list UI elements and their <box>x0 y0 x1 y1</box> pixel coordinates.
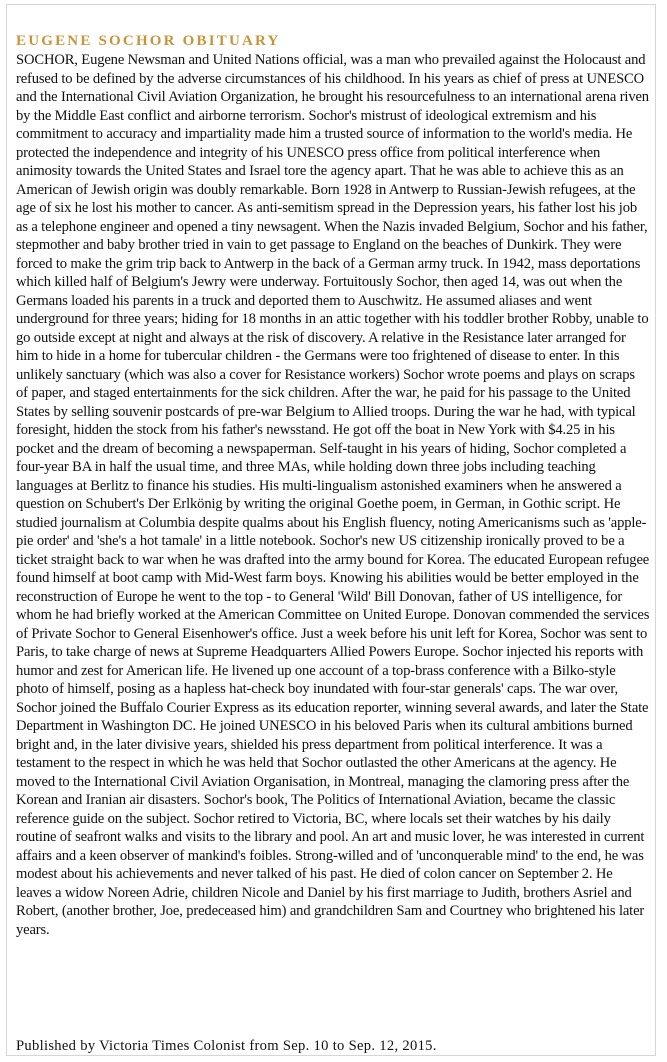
obituary-title: EUGENE SOCHOR OBITUARY <box>16 33 281 49</box>
obituary-body: SOCHOR, Eugene Newsman and United Nations official, was a man who prevailed against the Holocaust and refused to be defined by the adverse circumstances of his childhood. In his years as chief of press at UNESCO and the International Civil Aviation Organization, he brought his resourcefulness to an international arena riven by the Middle East conflict and airborne terrorism. Sochor's mistrust of ideological extremism and his commitment to accuracy and impartiality made him a trusted source of information to the world's media. He protected the independence and integrity of his UNESCO press office from political interference when animosity towards the United States and Israel tore the agency apart. That he was able to achieve this as an American of Jewish origin was doubly remarkable. Born 1928 in Antwerp to Russian-Jewish refugees, at the age of six he lost his mother to cancer. As anti-semitism spread in the Depression years, his father lost his job as a telephone engineer and opened a tiny newsagent. When the Nazis invaded Belgium, Sochor and his father, stepmother and baby brother tried in vain to get passage to England on the beaches of Dunkirk. They were forced to make the grim trip back to Antwerp in the back of a German army truck. In 1942, mass deportations which killed half of Belgium's Jewry were underway. Fortuitously Sochor, then aged 14, was out when the Germans loaded his parents in a truck and deported them to Auschwitz. He assumed aliases and went underground for three years; hiding for 18 months in an attic together with his toddler brother Robby, unable to go outside except at night and always at the risk of discovery. A relative in the Resistance later arranged for him to hide in a home for tubercular children - the Germans were too frightened of disease to enter. In this unlikely sanctuary (which was also a cover for Resistance workers) Sochor wrote poems and plays on scraps of paper, and staged entertainments for the sick children. After the war, he paid for his passage to the United States by selling souvenir postcards of pre-war Belgium to Allied troops. During the war he had, with typical foresight, hidden the stock from his father's newsstand. He got off the boat in New York with $4.25 in his pocket and the dream of becoming a newspaperman. Self-taught in his years of hiding, Sochor completed a four-year BA in half the usual time, and three MAs, while holding down three jobs including teaching languages at Berlitz to finance his studies. His multi-lingualism astonished examiners when he answered a question on Schubert's Der Erlkönig by writing the original Goethe poem, in German, in Gothic script. He studied journalism at Columbia despite qualms about his English fluency, noting Americanisms such as 'apple-pie order' and 'she's a hot tamale' in a little notebook. Sochor's new US citizenship ironically proved to be a ticket straight back to war when he was drafted into the army bound for Korea. The educated European refugee found himself at boot camp with Mid-West farm boys. Knowing his abilities would be better employed in the reconstruction of Europe he went to the top - to General 'Wild' Bill Donovan, father of US intelligence, for whom he had briefly worked at the American Committee on United Europe. Donovan commended the services of Private Sochor to General Eisenhower's office. Just a week before his unit left for Korea, Sochor was sent to Paris, to take charge of news at Supreme Headquarters Allied Powers Europe. Sochor injected his reports with humor and zest for American life. He livened up one account of a top-brass conference with a Bilko-style photo of himself, posing as a hapless hat-check boy inundated with four-star generals' caps. The war over, Sochor joined the Buffalo Courier Express as its education reporter, winning several awards, and later the State Department in Washington DC. He joined UNESCO in his beloved Paris when its cultural ambitions burned bright and, in the later divisive years, shielded his press department from political interference. It was a testament to the respect in which he was held that Sochor outlasted the other Americans at the agency. He moved to the International Civil Aviation Organisation, in Montreal, managing the clamoring press after the Korean and Iranian air disasters. Sochor's book, The Politics of International Aviation, became the classic reference guide on the subject. Sochor retired to Victoria, BC, where locals set their watches by his daily routine of seafront walks and visits to the library and pool. An art and music lover, he was interested in current affairs and a keen observer of mankind's foibles. Strong-willed and of 'unconquerable mind' to the end, he was modest about his achievements and never talked of his past. He died of colon cancer on September 2. He leaves a widow Noreen Adrie, children Nicole and Daniel by his first marriage to Judith, brothers Asriel and Robert, (another brother, Joe, predeceased him) and grandchildren Sam and Courtney who brightened his later years. <box>16 52 650 938</box>
publication-note: Published by Victoria Times Colonist from Sep. 10 to Sep. 12, 2015. <box>16 1038 437 1054</box>
